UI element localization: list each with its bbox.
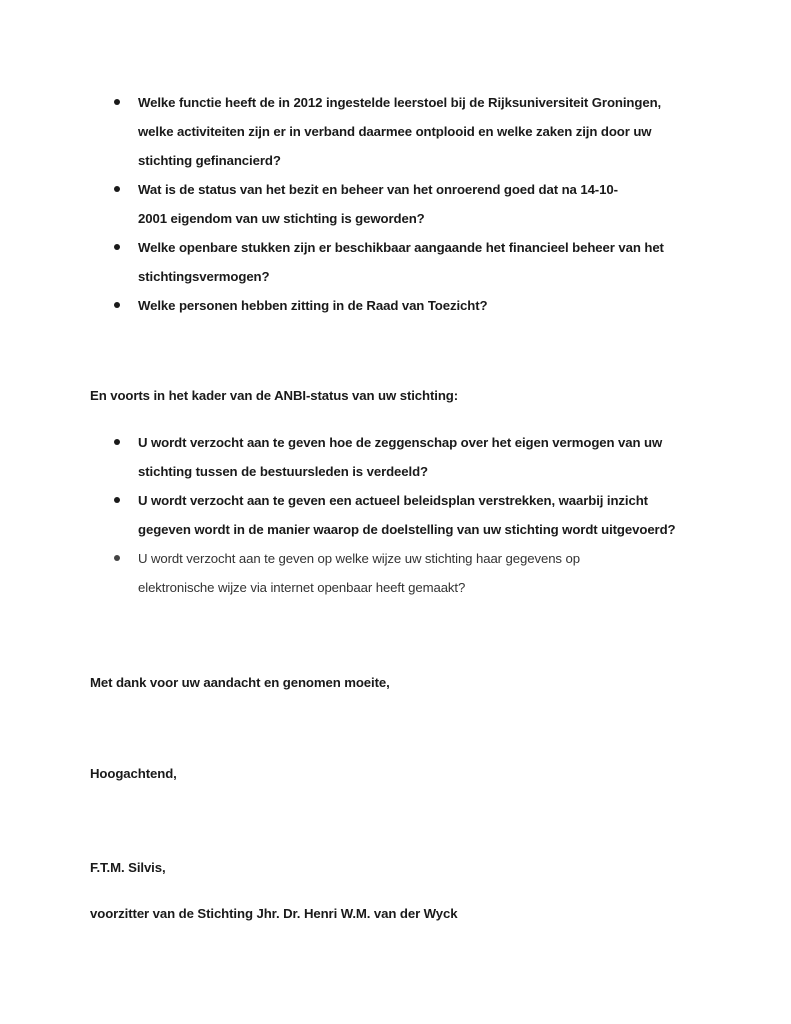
- question-line: Welke functie heeft de in 2012 ingestelde leerstoel bij de Rijksuniversiteit Groningen,: [138, 95, 662, 110]
- question-line: Wat is de status van het bezit en beheer van het onroerend goed dat na 14-10-: [138, 182, 618, 197]
- bullet-icon: [114, 99, 120, 105]
- question-item-online-publication: [112, 544, 712, 602]
- question-item-public-documents: [112, 233, 712, 291]
- question-line: U wordt verzocht aan te geven een actueel beleidsplan verstrekken, waarbij inzicht: [138, 493, 648, 508]
- question-line: 2001 eigendom van uw stichting is geworden?: [138, 211, 425, 226]
- closing-thanks: Met dank voor uw aandacht en genomen moeite,: [90, 675, 390, 690]
- signatory-title: voorzitter van de Stichting Jhr. Dr. Henri W.M. van der Wyck: [90, 906, 458, 921]
- question-item-policy-plan: [112, 486, 712, 544]
- question-line: stichting gefinancierd?: [138, 153, 281, 168]
- bullet-icon: [114, 439, 120, 445]
- question-line: U wordt verzocht aan te geven hoe de zeggenschap over het eigen vermogen van uw: [138, 435, 663, 450]
- question-list-foundation: [112, 88, 712, 320]
- question-item-supervisory-board: [112, 291, 712, 320]
- bullet-icon: [114, 555, 120, 561]
- salutation: Hoogachtend,: [90, 766, 177, 781]
- question-item-chair: [112, 88, 712, 175]
- question-item-real-estate: [112, 175, 712, 233]
- question-list-anbi: [112, 428, 712, 602]
- question-line: welke activiteiten zijn er in verband daarmee ontplooid en welke zaken zijn door uw: [138, 124, 652, 139]
- anbi-intro-paragraph: En voorts in het kader van de ANBI-status van uw stichting:: [90, 388, 459, 403]
- question-line: gegeven wordt in de manier waarop de doelstelling van uw stichting wordt uitgevoerd?: [138, 522, 676, 537]
- question-item-control: [112, 428, 712, 486]
- question-line: stichting tussen de bestuursleden is verdeeld?: [138, 464, 428, 479]
- question-line: U wordt verzocht aan te geven op welke wijze uw stichting haar gegevens op: [138, 551, 580, 566]
- bullet-icon: [114, 244, 120, 250]
- question-line: stichtingsvermogen?: [138, 269, 270, 284]
- question-line: Welke personen hebben zitting in de Raad van Toezicht?: [138, 298, 488, 313]
- bullet-icon: [114, 497, 120, 503]
- signatory-name: F.T.M. Silvis,: [90, 860, 166, 875]
- bullet-icon: [114, 186, 120, 192]
- question-line: Welke openbare stukken zijn er beschikbaar aangaande het financieel beheer van het: [138, 240, 664, 255]
- bullet-icon: [114, 302, 120, 308]
- question-line: elektronische wijze via internet openbaar heeft gemaakt?: [138, 580, 466, 595]
